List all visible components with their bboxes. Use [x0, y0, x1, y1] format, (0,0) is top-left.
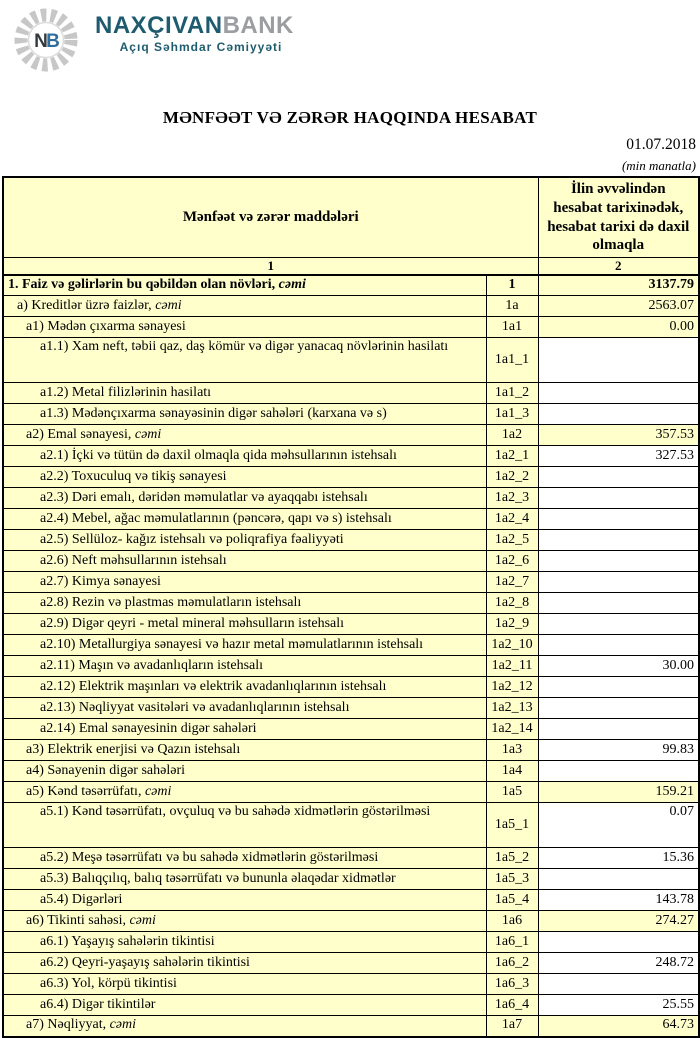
- item-label-emphasis: cəmi: [278, 276, 306, 292]
- item-value: [538, 614, 699, 635]
- item-code: 1a6_4: [486, 995, 538, 1016]
- item-value: [538, 338, 699, 383]
- item-code: 1a2_10: [486, 635, 538, 656]
- item-value: [538, 467, 699, 488]
- table-row: [3, 656, 699, 677]
- item-code: 1a2: [486, 425, 538, 446]
- table-row: [3, 953, 699, 974]
- table-row: [3, 719, 699, 740]
- item-label-emphasis: cəmi: [109, 1017, 137, 1033]
- bank-name-secondary: BANK: [222, 12, 294, 39]
- item-value: 0.07: [538, 803, 699, 848]
- table-row: [3, 614, 699, 635]
- item-value: 274.27: [538, 911, 699, 932]
- column-number-1: 1: [3, 258, 538, 275]
- item-code: 1a7: [486, 1016, 538, 1037]
- item-code: 1a2_5: [486, 530, 538, 551]
- item-value: 30.00: [538, 656, 699, 677]
- item-label: a5.4) Digərləri: [3, 890, 486, 911]
- item-label: a6.4) Digər tikintilər: [3, 995, 486, 1016]
- table-row: [3, 467, 699, 488]
- table-row: [3, 995, 699, 1016]
- item-code: 1a2_12: [486, 677, 538, 698]
- value-column-header: İlin əvvəlindən hesabat tarixinədək, hesabat tarixi də daxil olmaqla: [538, 177, 699, 258]
- table-row: [3, 488, 699, 509]
- table-row: [3, 425, 699, 446]
- item-label: a6.2) Qeyri-yaşayış sahələrin tikintisi: [3, 953, 486, 974]
- item-code: 1a2_1: [486, 446, 538, 467]
- item-value: 15.36: [538, 848, 699, 869]
- item-label-emphasis: cəmi: [155, 297, 182, 313]
- bank-logo: [12, 6, 80, 79]
- item-code: 1a5_2: [486, 848, 538, 869]
- item-code: 1a6_2: [486, 953, 538, 974]
- item-code: 1a2_7: [486, 572, 538, 593]
- item-code: 1a1: [486, 317, 538, 338]
- table-row: [3, 782, 699, 803]
- item-label: a2.12) Elektrik maşınları və elektrik avadanlıqlarının istehsalı: [3, 677, 486, 698]
- item-label: a2.14) Emal sənayesinin digər sahələri: [3, 719, 486, 740]
- table-row: [3, 530, 699, 551]
- item-code: 1a1_1: [486, 338, 538, 383]
- table-row: [3, 593, 699, 614]
- table-row: [3, 317, 699, 338]
- table-row: [3, 572, 699, 593]
- item-label: a2.8) Rezin və plastmas məmulatların istehsalı: [3, 593, 486, 614]
- item-label: a7) Nəqliyyat, cəmi: [3, 1016, 486, 1037]
- table-row: [3, 446, 699, 467]
- table-row: [3, 677, 699, 698]
- item-value: [538, 530, 699, 551]
- item-value: [538, 677, 699, 698]
- profit-loss-table: [2, 176, 700, 1038]
- item-code: 1a3: [486, 740, 538, 761]
- table-row: [3, 509, 699, 530]
- table-row: [3, 803, 699, 848]
- item-value: 327.53: [538, 446, 699, 467]
- item-code: 1a2_11: [486, 656, 538, 677]
- item-label: a2.2) Toxuculuq və tikiş sənayesi: [3, 467, 486, 488]
- item-label: a2.4) Mebel, ağac məmulatlarının (pəncərə, qapı və s) istehsalı: [3, 509, 486, 530]
- item-code: 1a5_3: [486, 869, 538, 890]
- item-code: 1a2_13: [486, 698, 538, 719]
- item-label-emphasis: cəmi: [134, 426, 162, 442]
- item-code: 1: [486, 275, 538, 296]
- table-row: [3, 404, 699, 425]
- item-label: a5) Kənd təsərrüfatı, cəmi: [3, 782, 486, 803]
- table-row: [3, 1016, 699, 1037]
- item-label: a5.2) Meşə təsərrüfatı və bu sahədə xidmətlərin göstərilməsi: [3, 848, 486, 869]
- item-value: [538, 761, 699, 782]
- monogram-n: N: [34, 31, 48, 52]
- item-label: 1. Faiz və gəlirlərin bu qəbildən olan növləri, cəmi: [3, 275, 486, 296]
- item-code: 1a2_4: [486, 509, 538, 530]
- item-value: [538, 509, 699, 530]
- table-row: [3, 275, 699, 296]
- item-value: [538, 719, 699, 740]
- table-row: [3, 338, 699, 383]
- item-value: 3137.79: [538, 275, 699, 296]
- table-row: [3, 869, 699, 890]
- item-code: 1a5_4: [486, 890, 538, 911]
- item-value: 248.72: [538, 953, 699, 974]
- item-value: 2563.07: [538, 296, 699, 317]
- table-row: [3, 974, 699, 995]
- item-code: 1a6_1: [486, 932, 538, 953]
- item-label: a5.3) Balıqçılıq, balıq təsərrüfatı və bununla əlaqədar xidmətlər: [3, 869, 486, 890]
- item-label: a1.1) Xam neft, təbii qaz, daş kömür və digər yanacaq növlərinin hasilatı: [3, 338, 486, 383]
- item-value: [538, 974, 699, 995]
- unit-note: (min manatla): [621, 158, 696, 173]
- item-label: a1.3) Mədənçıxarma sənayəsinin digər sahələri (karxana və s): [3, 404, 486, 425]
- item-code: 1a2_14: [486, 719, 538, 740]
- item-value: [538, 635, 699, 656]
- item-value: [538, 932, 699, 953]
- table-row: [3, 761, 699, 782]
- item-value: 64.73: [538, 1016, 699, 1037]
- item-code: 1a: [486, 296, 538, 317]
- table-row: [3, 296, 699, 317]
- monogram-b: B: [46, 31, 60, 52]
- item-value: [538, 572, 699, 593]
- item-label: a2.1) İçki və tütün də daxil olmaqla qida məhsullarının istehsalı: [3, 446, 486, 467]
- item-label: a2.9) Digər qeyri - metal mineral məhsulların istehsalı: [3, 614, 486, 635]
- table-row: [3, 740, 699, 761]
- item-code: 1a2_8: [486, 593, 538, 614]
- table-row: [3, 911, 699, 932]
- item-code: 1a6: [486, 911, 538, 932]
- item-code: 1a4: [486, 761, 538, 782]
- table-row: [3, 890, 699, 911]
- bank-wordmark: [95, 12, 294, 40]
- item-code: 1a2_2: [486, 467, 538, 488]
- item-label: a6.3) Yol, körpü tikintisi: [3, 974, 486, 995]
- item-label: a6.1) Yaşayış sahələrin tikintisi: [3, 932, 486, 953]
- gear-seal-icon: [12, 6, 80, 74]
- table-row: [3, 635, 699, 656]
- item-code: 1a2_9: [486, 614, 538, 635]
- item-value: 99.83: [538, 740, 699, 761]
- item-label: a6) Tikinti sahəsi, cəmi: [3, 911, 486, 932]
- item-value: [538, 488, 699, 509]
- item-label: a5.1) Kənd təsərrüfatı, ovçuluq və bu sahədə xidmətlərin göstərilməsi: [3, 803, 486, 848]
- item-value: [538, 698, 699, 719]
- bank-subtitle: Açıq Səhmdar Cəmiyyəti: [119, 40, 283, 54]
- item-label: a1) Mədən çıxarma sənayesi: [3, 317, 486, 338]
- item-value: 0.00: [538, 317, 699, 338]
- item-label: a2.13) Nəqliyyat vasitələri və avadanlıqlarının istehsalı: [3, 698, 486, 719]
- item-code: 1a6_3: [486, 974, 538, 995]
- table-row: [3, 848, 699, 869]
- item-label-emphasis: cəmi: [144, 783, 172, 799]
- item-label: a2) Emal sənayesi, cəmi: [3, 425, 486, 446]
- item-label: a2.7) Kimya sənayesi: [3, 572, 486, 593]
- item-label: a) Kreditlər üzrə faizlər, cəmi: [3, 296, 486, 317]
- table-header-row: [3, 177, 699, 258]
- item-label: a1.2) Metal filizlərinin hasilatı: [3, 383, 486, 404]
- table-row: [3, 698, 699, 719]
- item-value: [538, 383, 699, 404]
- item-label-emphasis: cəmi: [129, 912, 156, 928]
- item-value: 357.53: [538, 425, 699, 446]
- item-value: 143.78: [538, 890, 699, 911]
- item-code: 1a1_2: [486, 383, 538, 404]
- item-value: [538, 869, 699, 890]
- item-value: 25.55: [538, 995, 699, 1016]
- item-label: a2.11) Maşın və avadanlıqların istehsalı: [3, 656, 486, 677]
- item-value: [538, 404, 699, 425]
- item-code: 1a2_6: [486, 551, 538, 572]
- table-row: [3, 932, 699, 953]
- page-title: MƏNFƏƏT VƏ ZƏRƏR HAQQINDA HESABAT: [162, 108, 538, 127]
- item-label: a2.5) Sellüloz- kağız istehsalı və poliqrafiya fəaliyyəti: [3, 530, 486, 551]
- item-code: 1a2_3: [486, 488, 538, 509]
- item-label: a2.6) Neft məhsullarının istehsalı: [3, 551, 486, 572]
- item-label: a2.10) Metallurgiya sənayesi və hazır metal məmulatlarının istehsalı: [3, 635, 486, 656]
- table-row: [3, 383, 699, 404]
- item-label: a4) Sənayenin digər sahələri: [3, 761, 486, 782]
- item-label: a3) Elektrik enerjisi və Qazın istehsalı: [3, 740, 486, 761]
- item-value: [538, 551, 699, 572]
- column-number-row: [3, 258, 699, 275]
- items-column-header: Mənfəət və zərər maddələri: [3, 177, 538, 258]
- table-row: [3, 551, 699, 572]
- item-code: 1a5_1: [486, 803, 538, 848]
- column-number-2: 2: [538, 258, 699, 275]
- report-date: 01.07.2018: [626, 136, 696, 153]
- item-label: a2.3) Dəri emalı, dəridən məmulatlar və ayaqqabı istehsalı: [3, 488, 486, 509]
- item-code: 1a5: [486, 782, 538, 803]
- item-code: 1a1_3: [486, 404, 538, 425]
- item-value: 159.21: [538, 782, 699, 803]
- item-value: [538, 593, 699, 614]
- bank-name-primary: NAXÇIVAN: [95, 12, 223, 39]
